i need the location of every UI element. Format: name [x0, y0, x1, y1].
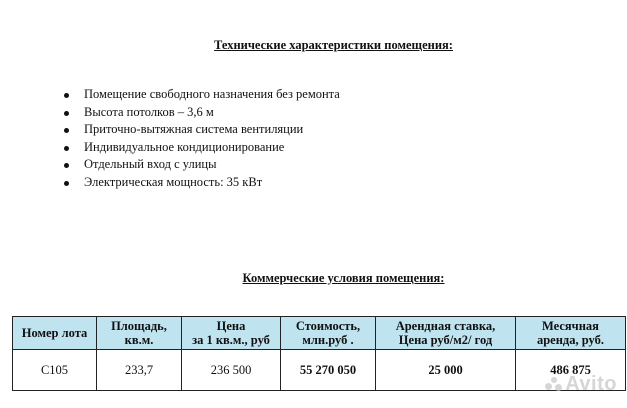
terms-heading: Коммерческие условия помещения: [242, 271, 445, 285]
list-item: Электрическая мощность: 35 кВт [62, 174, 340, 192]
cell-monthly-rent: 486 875 [516, 350, 626, 391]
cell-cost: 55 270 050 [281, 350, 376, 391]
list-item: Индивидуальное кондиционирование [62, 139, 340, 157]
specs-heading: Технические характеристики помещения: [214, 38, 453, 52]
table-header-row [13, 317, 626, 350]
bullet-icon [64, 181, 69, 186]
bullet-icon [64, 146, 69, 151]
bullet-icon [64, 111, 69, 116]
col-header-lot: Номер лота [13, 317, 97, 350]
col-header-area: Площадь, кв.м. [97, 317, 182, 350]
list-item: Высота потолков – 3,6 м [62, 104, 340, 122]
list-item: Помещение свободного назначения без ремонта [62, 86, 340, 104]
cell-lot: С105 [13, 350, 97, 391]
cell-area: 233,7 [97, 350, 182, 391]
cell-price: 236 500 [182, 350, 281, 391]
features-list [62, 86, 340, 192]
bullet-icon [64, 128, 69, 133]
avito-watermark: Avito [545, 373, 617, 396]
col-header-monthly-rent: Месячная аренда, руб. [516, 317, 626, 350]
avito-logo-icon [545, 377, 563, 391]
bullet-icon [64, 163, 69, 168]
list-item: Отдельный вход с улицы [62, 156, 340, 174]
bullet-icon [64, 93, 69, 98]
terms-table [12, 316, 626, 391]
list-item: Приточно-вытяжная система вентиляции [62, 121, 340, 139]
col-header-price: Цена за 1 кв.м., руб [182, 317, 281, 350]
col-header-rent-rate: Арендная ставка, Цена руб/м2/ год [376, 317, 516, 350]
cell-rent-rate: 25 000 [376, 350, 516, 391]
col-header-cost: Стоимость, млн.руб . [281, 317, 376, 350]
table-row [13, 350, 626, 391]
